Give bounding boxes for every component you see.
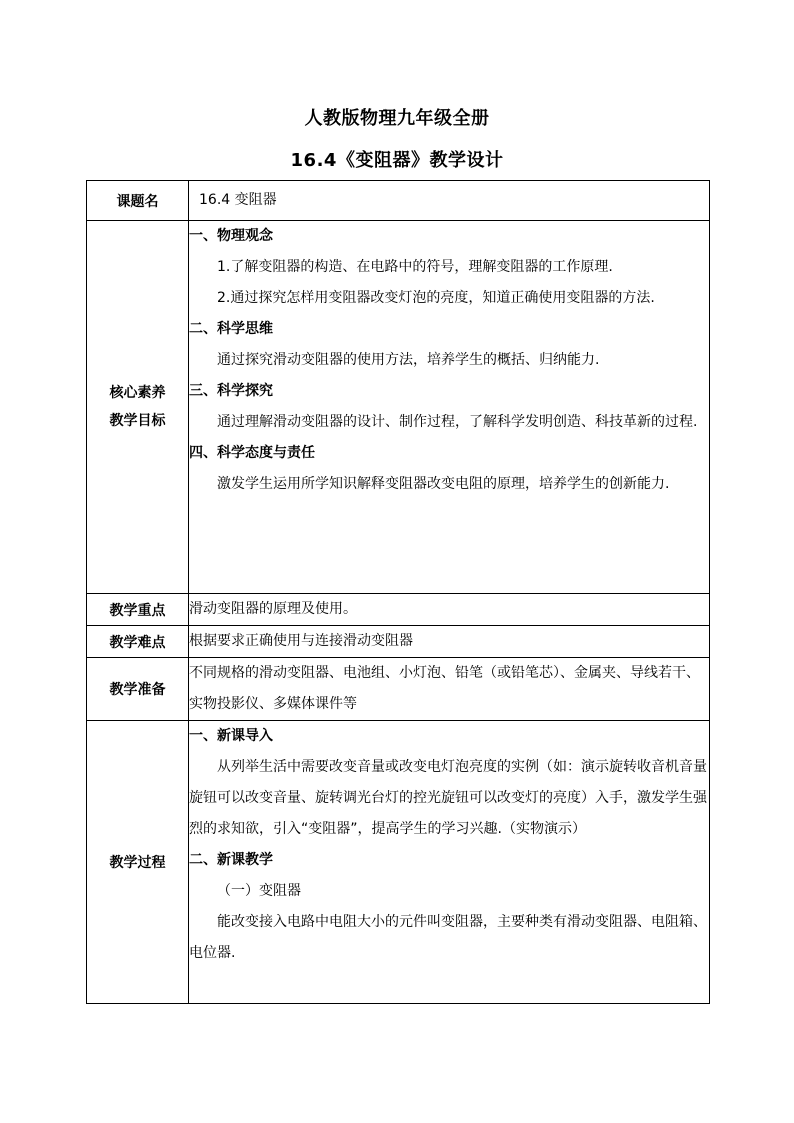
focus-label: 教学重点 [87, 594, 189, 626]
difficulty-value: 根据要求正确使用与连接滑动变阻器 [189, 626, 710, 658]
lesson-plan-table [86, 180, 710, 1004]
goals-content [189, 221, 710, 594]
topic-label: 课题名 [87, 181, 189, 221]
process-label: 教学过程 [87, 721, 189, 1004]
goals-section3-heading: 三、科学探究 [189, 383, 273, 399]
process-content [189, 721, 710, 1004]
preparation-value: 不同规格的滑动变阻器、电池组、小灯泡、铅笔（或铅笔芯）、金属夹、导线若干、实物投影仪、多媒体课件等 [189, 658, 710, 721]
table-row-topic [87, 181, 710, 221]
goals-label-line1: 核心素养 [109, 385, 166, 401]
table-row-preparation [87, 658, 710, 721]
goals-section4-heading: 四、科学态度与责任 [189, 445, 315, 461]
topic-value: 16.4 变阻器 [189, 181, 710, 221]
goals-label [87, 221, 189, 594]
focus-value: 滑动变阻器的原理及使用。 [189, 594, 710, 626]
table-row-goals [87, 221, 710, 594]
table-row-process [87, 721, 710, 1004]
goals-section2-paragraph: 通过探究滑动变阻器的使用方法，培养学生的概括、归纳能力. [217, 352, 600, 368]
table-row-focus [87, 594, 710, 626]
goals-section1-paragraph2: 2.通过探究怎样用变阻器改变灯泡的亮度，知道正确使用变阻器的方法. [217, 290, 655, 306]
goals-section4-paragraph: 激发学生运用所学知识解释变阻器改变电阻的原理，培养学生的创新能力. [217, 476, 670, 492]
document-title: 人教版物理九年级全册 [304, 108, 490, 129]
process-subsection1-heading: （一）变阻器 [217, 883, 301, 899]
document-subtitle: 16.4《变阻器》教学设计 [290, 150, 504, 171]
preparation-label: 教学准备 [87, 658, 189, 721]
process-section2-heading: 二、新课教学 [189, 852, 273, 868]
goals-label-line2: 教学目标 [109, 413, 166, 429]
process-subsection1-paragraph: 能改变接入电路中电阻大小的元件叫变阻器，主要种类有滑动变阻器、电阻箱、电位器. [189, 914, 707, 961]
difficulty-label: 教学难点 [87, 626, 189, 658]
goals-section1-heading: 一、物理观念 [189, 228, 273, 244]
table-row-difficulty [87, 626, 710, 658]
goals-section2-heading: 二、科学思维 [189, 321, 273, 337]
process-section1-heading: 一、新课导入 [189, 728, 273, 744]
goals-section1-paragraph1: 1.了解变阻器的构造、在电路中的符号，理解变阻器的工作原理. [217, 259, 613, 275]
process-section1-paragraph: 从列举生活中需要改变音量或改变电灯泡亮度的实例（如：演示旋转收音机音量旋钮可以改变音量、旋转调光台灯的控光旋钮可以改变灯的亮度）入手，激发学生强烈的求知欲，引入“变阻器”，提高学生的学习兴趣.（实物演示） [189, 759, 707, 837]
goals-section3-paragraph: 通过理解滑动变阻器的设计、制作过程，了解科学发明创造、科技革新的过程. [217, 414, 698, 430]
